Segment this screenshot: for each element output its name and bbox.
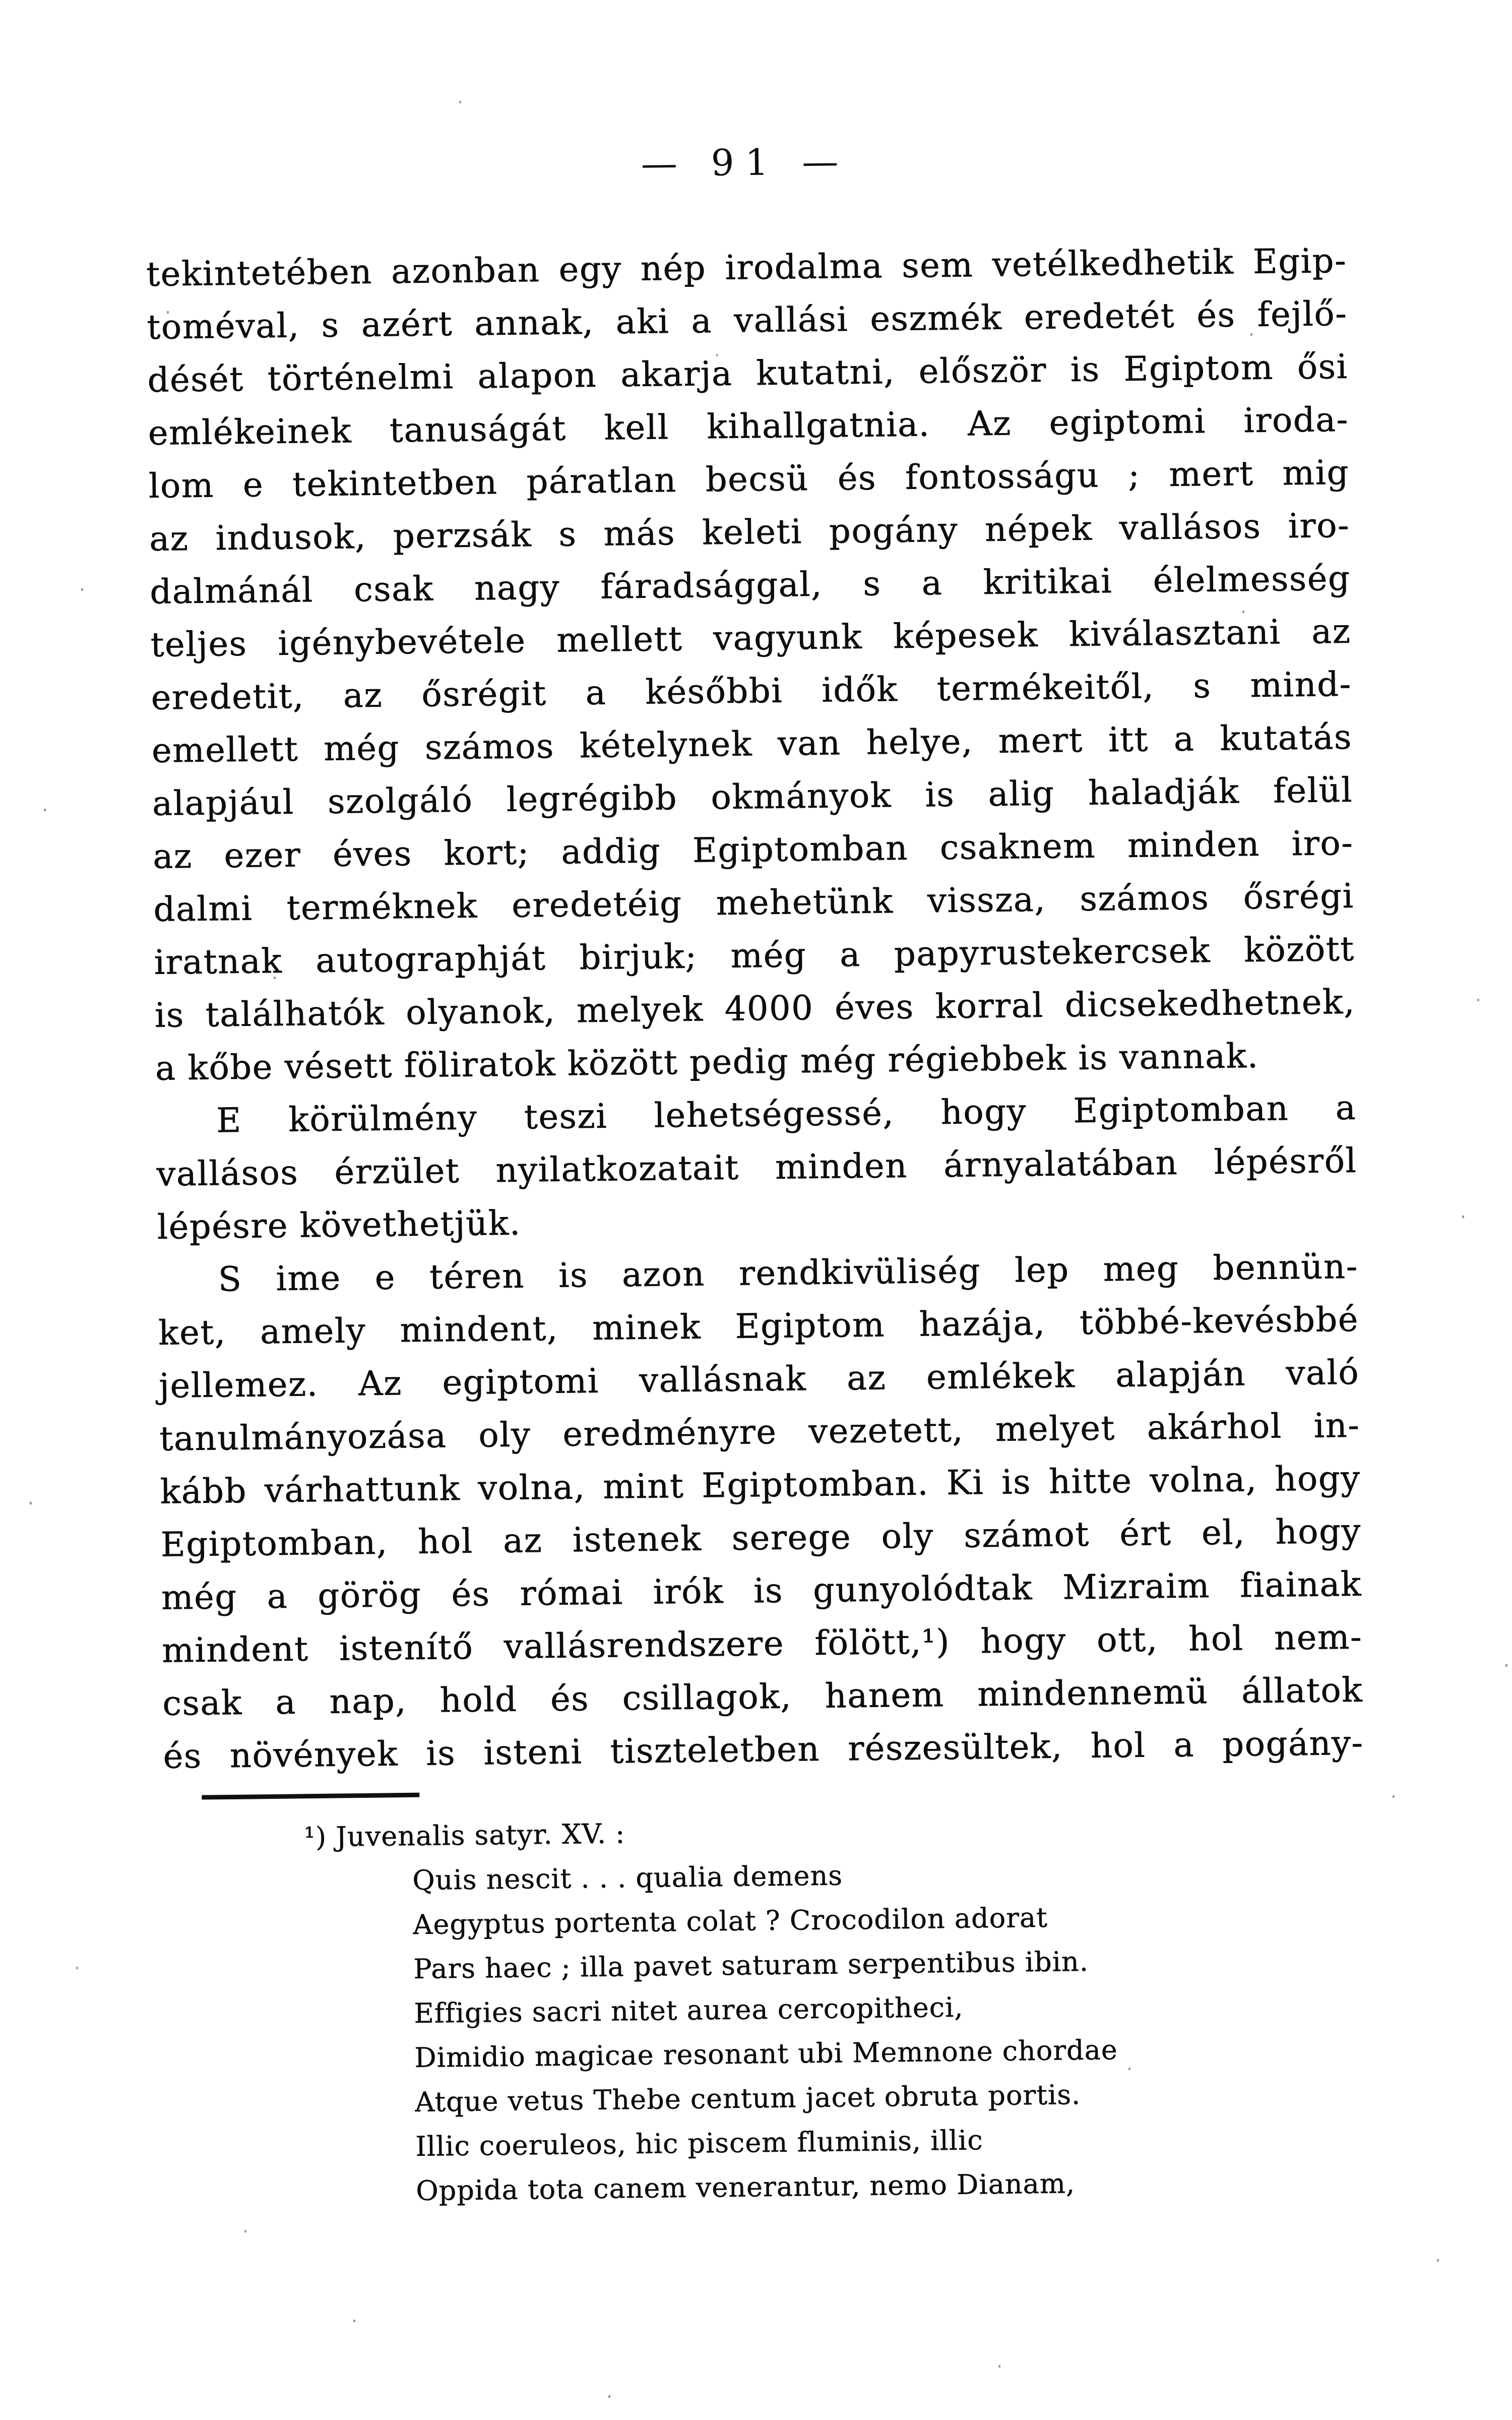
body-text [146, 234, 1363, 1783]
text-line: is találhatók olyanok, melyek 4000 éves korral dicsekedhetnek, [154, 982, 1355, 1035]
text-line: lépésre követhetjük. [156, 1203, 521, 1247]
verse-line: Effigies sacri nitet aurea cercopitheci, [413, 1991, 964, 2029]
text-line: eredetit, az ősrégit a későbbi idők termékeitől, s mind- [151, 664, 1352, 717]
footnote-verse [164, 1847, 1369, 2216]
verse-line: Aegyptus portenta colat ? Crocodilon adorat [412, 1901, 1048, 1941]
scan-noise-speckles [0, 0, 1, 2]
text-line: dését történelmi alapon akarja kutatni, először is Egiptom ősi [147, 346, 1348, 400]
text-line: tekintetében azonban egy nép irodalma sem vetélkedhetik Egip- [146, 240, 1347, 294]
text-line: dalmi terméknek eredetéig mehetünk vissza, számos ősrégi [153, 876, 1354, 929]
text-line: dalmánál csak nagy fáradsággal, s a kritikai élelmesség [149, 558, 1351, 612]
verse-line: Quis nescit . . . qualia demens [412, 1859, 843, 1896]
verse-line: Dimidio magicae resonant ubi Memnone chordae [414, 2033, 1118, 2074]
text-line: emellett még számos kételynek van helye, mert itt a kutatás [151, 717, 1353, 770]
text-line: és növények is isteni tiszteletben részesültek, hol a pogány- [162, 1723, 1364, 1776]
text-line: a kőbe vésett föliratok között pedig még régiebbek is vannak. [155, 1036, 1259, 1088]
verse-line: Illic coeruleos, hic piscem fluminis, illic [415, 2124, 983, 2162]
footnote-heading: ¹) Juvenalis satyr. XV. : [303, 1818, 625, 1853]
text-line: vallásos érzület nyilatkozatait minden árnyalatában lépésről [156, 1140, 1357, 1194]
text-line: kább várhattunk volna, mint Egiptomban. Ki is hitte volna, hogy [159, 1458, 1361, 1511]
page-number: — 91 — [641, 140, 850, 185]
text-line: mindent istenítő vallásrendszere fölött,¹) hogy ott, hol nem- [161, 1617, 1363, 1670]
text-line: E körülmény teszi lehetségessé, hogy Egiptomban a [216, 1087, 1357, 1140]
text-line: emlékeinek tanuságát kell kihallgatnia. Az egiptomi iroda- [148, 399, 1349, 453]
text-line: teljes igénybevétele mellett vagyunk képesek kiválasztani az [150, 611, 1351, 664]
footnote-separator-rule [202, 1793, 419, 1800]
text-line: még a görög és római irók is gunyolódtak Mizraim fiainak [161, 1564, 1362, 1617]
verse-line: Oppida tota canem venerantur, nemo Dianam, [415, 2167, 1076, 2207]
text-line: csak a nap, hold és csillagok, hanem mindennemü állatok [162, 1670, 1363, 1723]
text-line: jellemez. Az egiptomi vallásnak az emlékek alapján való [158, 1352, 1360, 1406]
text-line: alapjául szolgáló legrégibb okmányok is alig haladják felül [152, 770, 1353, 823]
footnote [164, 1803, 1369, 2216]
verse-line: Atque vetus Thebe centum jacet obruta portis. [414, 2078, 1081, 2118]
text-line: lom e tekintetben páratlan becsü és fontosságu ; mert mig [148, 452, 1350, 506]
text-line: az indusok, perzsák s más keleti pogány népek vallásos iro- [149, 505, 1350, 559]
text-line: az ezer éves kort; addig Egiptomban csaknem minden iro- [152, 823, 1354, 876]
text-line: Egiptomban, hol az istenek serege oly számot ért el, hogy [160, 1511, 1361, 1564]
text-line: S ime e téren is azon rendkivüliség lep meg bennün- [218, 1246, 1358, 1299]
text-line: ket, amely mindent, minek Egiptom hazája, többé-kevésbbé [158, 1299, 1359, 1353]
text-line: toméval, s azért annak, aki a vallási eszmék eredetét és fejlő- [146, 293, 1348, 347]
text-line: iratnak autographját birjuk; még a papyrustekercsek között [154, 929, 1355, 982]
text-line: tanulmányozása oly eredményre vezetett, melyet akárhol in- [159, 1405, 1360, 1459]
verse-line: Pars haec ; illa pavet saturam serpentibus ibin. [413, 1945, 1089, 1985]
